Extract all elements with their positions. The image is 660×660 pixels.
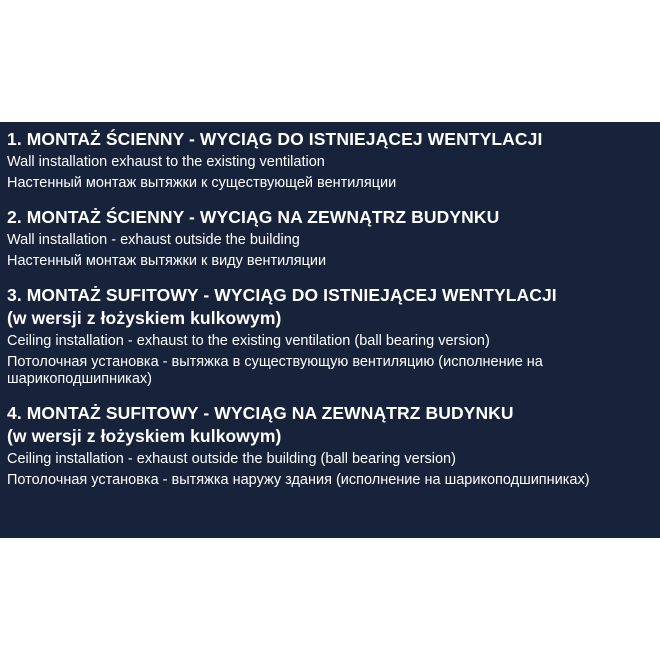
section-russian-text: Настенный монтаж вытяжки к виду вентиляции: [7, 253, 327, 269]
section-russian-text: Потолочная установка - вытяжка наружу здания (исполнение на шарикоподшипниках): [7, 472, 590, 488]
section-russian-text: Настенный монтаж вытяжки к существующей вентиляции: [7, 175, 397, 191]
section-heading: 1. MONTAŻ ŚCIENNY - WYCIĄG DO ISTNIEJĄCEJ WENTYLACJI: [7, 129, 543, 149]
section-heading-version-note: (w wersji z łożyskiem kulkowym): [7, 308, 282, 328]
section-english-text: Wall installation - exhaust outside the building: [7, 232, 300, 248]
section-heading: 3. MONTAŻ SUFITOWY - WYCIĄG DO ISTNIEJĄCEJ WENTYLACJI: [7, 285, 557, 305]
section-wall-existing-ventilation: [7, 128, 660, 192]
section-heading: 4. MONTAŻ SUFITOWY - WYCIĄG NA ZEWNĄTRZ BUDYNKU: [7, 403, 514, 423]
section-english-text: Ceiling installation - exhaust outside the building (ball bearing version): [7, 451, 456, 467]
section-heading: 2. MONTAŻ ŚCIENNY - WYCIĄG NA ZEWNĄTRZ BUDYNKU: [7, 207, 500, 227]
section-english-text: Wall installation exhaust to the existing ventilation: [7, 154, 325, 170]
section-english-text: Ceiling installation - exhaust to the existing ventilation (ball bearing version): [7, 333, 490, 349]
section-heading-version-note: (w wersji z łożyskiem kulkowym): [7, 426, 282, 446]
section-russian-text: Потолочная установка - вытяжка в существующую вентиляцию (исполнение на шарикоподшипниках): [7, 354, 543, 387]
section-wall-outside-building: [7, 206, 660, 270]
installation-options-panel: [0, 122, 660, 538]
section-ceiling-outside-building: [7, 402, 660, 489]
section-ceiling-existing-ventilation: [7, 284, 660, 388]
